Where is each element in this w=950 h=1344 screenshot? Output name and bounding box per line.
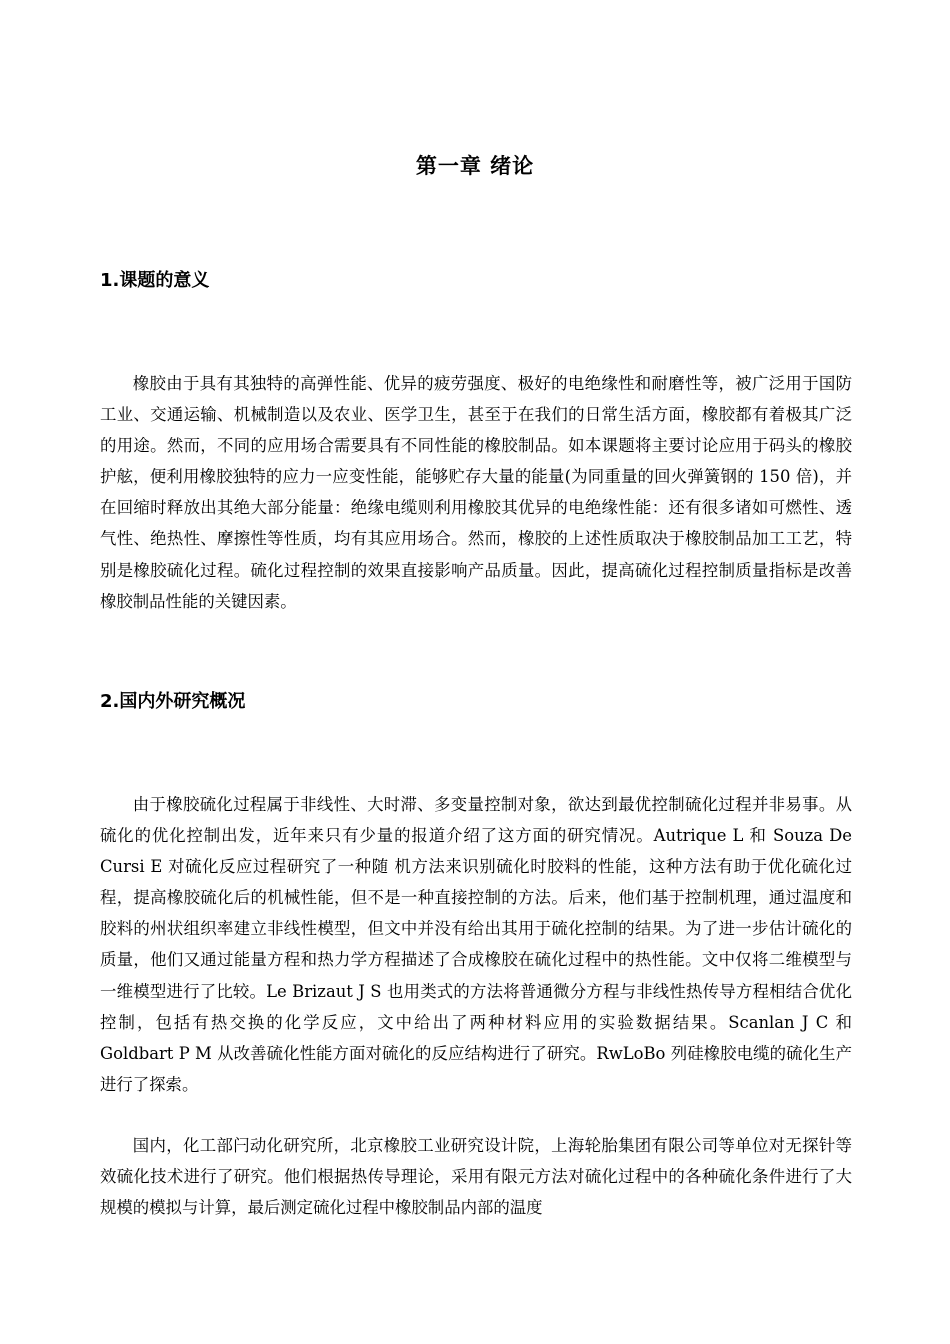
chapter-title: 第一章 绪论 — [415, 154, 535, 178]
paragraph-foreign-research: 由于橡胶硫化过程属于非线性、大时滞、多变量控制对象，欲达到最优控制硫化过程并非易事。从硫化的优化控制出发，近年来只有少量的报道介绍了这方面的研究情况。Autrique L 和 Souza De Cursi E 对硫化反应过程研究了一种随 机方法来识别硫化时胶料的性能，这种方法有助于优化硫化过程，提高橡胶硫化后的机械性能，但不是一种直接控制的方法。后来，他们基于控制机理，通过温度和胶料的州状组织率建立非线性模型，但文中并没有给出其用于硫化控制的结果。为了进一步估计硫化的质量，他们又通过能量方程和热力学方程描述了合成橡胶在硫化过程中的热性能。文中仅将二维模型与一维模型进行了比较。Le Brizaut J S 也用类式的方法将普通微分方程与非线性热传导方程相结合优化控制，包括有热交换的化学反应，文中给出了两种材料应用的实验数据结果。Scanlan J C 和 Goldbart P M 从改善硫化性能方面对硫化的反应结构进行了研究。RwLoBo 列硅橡胶电缆的硫化生产进行了探索。 — [100, 795, 852, 1094]
paragraph-domestic-research: 国内，化工部闩动化研究所，北京橡胶工业研究设计院，上海轮胎集团有限公司等单位对无探针等效硫化技术进行了研究。他们根据热传导理论，采用有限元方法对硫化过程中的各种硫化条件进行了大规模的模拟与计算，最后测定硫化过程中橡胶制品内部的温度 — [100, 1136, 852, 1218]
section-heading-significance: 1.课题的意义 — [100, 270, 210, 291]
section-heading-research-overview: 2.国内外研究概况 — [100, 691, 246, 712]
paragraph-significance: 橡胶由于具有其独特的高弹性能、优异的疲劳强度、极好的电绝缘性和耐磨性等，被广泛用于国防工业、交通运输、机械制造以及农业、医学卫生，甚至于在我们的日常生活方面，橡胶都有着极其广泛的用途。然而，不同的应用场合需要具有不同性能的橡胶制品。如本课题将主要讨论应用于码头的橡胶护舷，便利用橡胶独特的应力一应变性能，能够贮存大量的能量(为同重量的回火弹簧钢的 150 倍)，并在回缩时释放出其绝大部分能量：绝缘电缆则利用橡胶其优异的电绝缘性能：还有很多诸如可燃性、透气性、绝热性、摩擦性等性质，均有其应用场合。然而，橡胶的上述性质取决于橡胶制品加工工艺，特别是橡胶硫化过程。硫化过程控制的效果直接影响产品质量。因此，提高硫化过程控制质量指标是改善橡胶制品性能的关键因素。 — [100, 374, 852, 611]
